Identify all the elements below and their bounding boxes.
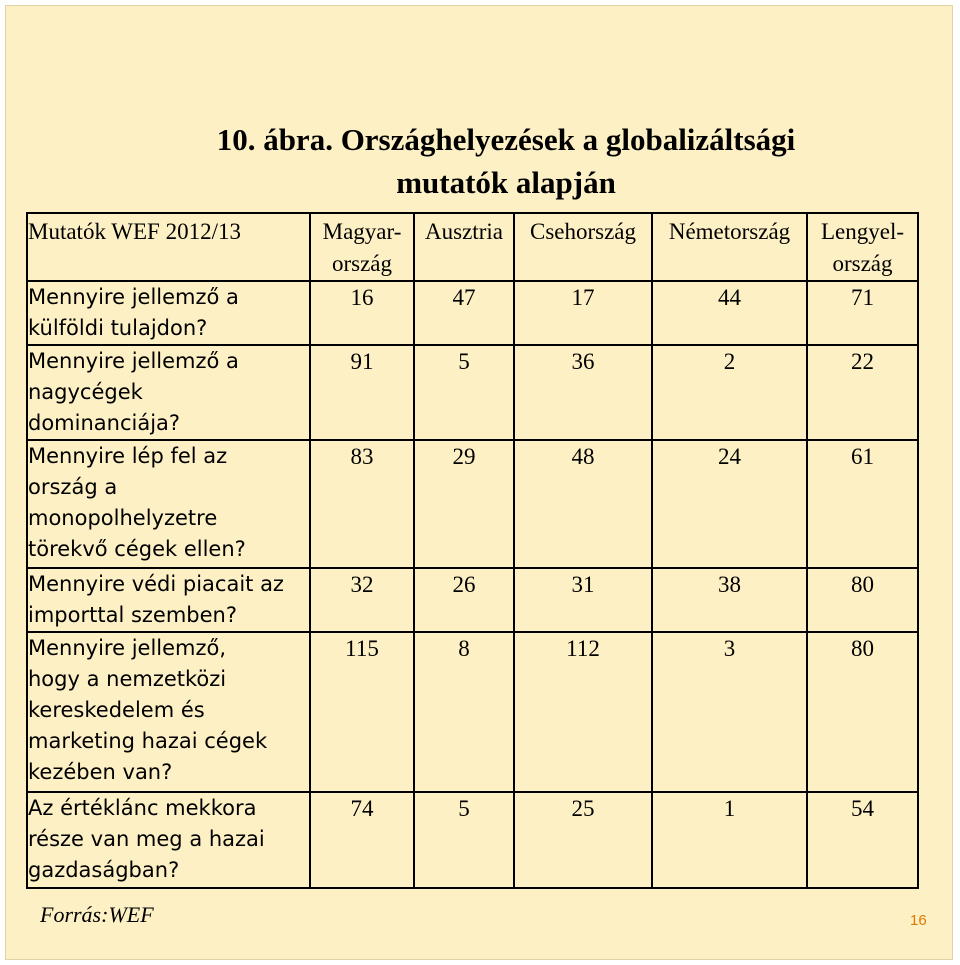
indicator-label: Mennyire jellemző a külföldi tulajdon? [27, 281, 310, 345]
indicator-label: Mennyire védi piacait az importtal szemben? [27, 568, 310, 632]
rank-czechia: 112 [514, 632, 652, 792]
column-header-germany: Németország [652, 213, 807, 281]
table-row [27, 632, 918, 792]
rank-germany: 2 [652, 345, 807, 440]
indicator-label: Mennyire jellemző, hogy a nemzetközi kereskedelem és marketing hazai cégek kezében van? [27, 632, 310, 792]
rank-poland: 71 [807, 281, 918, 345]
rank-hungary: 74 [310, 792, 414, 888]
rank-poland: 61 [807, 440, 918, 568]
rank-germany: 3 [652, 632, 807, 792]
rank-hungary: 16 [310, 281, 414, 345]
rank-austria: 8 [414, 632, 514, 792]
page-number: 16 [910, 912, 927, 929]
rank-germany: 44 [652, 281, 807, 345]
source-note: Forrás:WEF [40, 902, 154, 927]
rank-hungary: 115 [310, 632, 414, 792]
title-line-1: 10. ábra. Országhelyezések a globalizáltsági [216, 122, 796, 157]
rank-poland: 80 [807, 568, 918, 632]
page-title [156, 118, 856, 204]
indicator-column-header: Mutatók WEF 2012/13 [27, 213, 310, 281]
column-header-austria: Ausztria [414, 213, 514, 281]
column-header-hungary: Magyar- ország [310, 213, 414, 281]
indicator-label: Az értéklánc mekkora része van meg a hazai gazdaságban? [27, 792, 310, 888]
table-row [27, 281, 918, 345]
rank-czechia: 17 [514, 281, 652, 345]
table-row [27, 345, 918, 440]
rank-austria: 29 [414, 440, 514, 568]
column-header-czechia: Csehország [514, 213, 652, 281]
rank-poland: 80 [807, 632, 918, 792]
title-line-2: mutatók alapján [396, 165, 616, 200]
column-header-poland: Lengyel- ország [807, 213, 918, 281]
rank-czechia: 48 [514, 440, 652, 568]
rank-hungary: 83 [310, 440, 414, 568]
rank-germany: 1 [652, 792, 807, 888]
rank-poland: 22 [807, 345, 918, 440]
rank-germany: 24 [652, 440, 807, 568]
rank-germany: 38 [652, 568, 807, 632]
indicator-label: Mennyire jellemző a nagycégek dominanciája? [27, 345, 310, 440]
table-row [27, 440, 918, 568]
indicator-label: Mennyire lép fel az ország a monopolhelyzetre törekvő cégek ellen? [27, 440, 310, 568]
rank-hungary: 32 [310, 568, 414, 632]
table-row [27, 792, 918, 888]
rank-austria: 47 [414, 281, 514, 345]
rank-czechia: 25 [514, 792, 652, 888]
table-row [27, 568, 918, 632]
rank-poland: 54 [807, 792, 918, 888]
rank-austria: 5 [414, 792, 514, 888]
rank-austria: 26 [414, 568, 514, 632]
rank-austria: 5 [414, 345, 514, 440]
header-row [27, 213, 918, 281]
rank-czechia: 36 [514, 345, 652, 440]
ranking-table [26, 212, 919, 889]
rank-hungary: 91 [310, 345, 414, 440]
rank-czechia: 31 [514, 568, 652, 632]
